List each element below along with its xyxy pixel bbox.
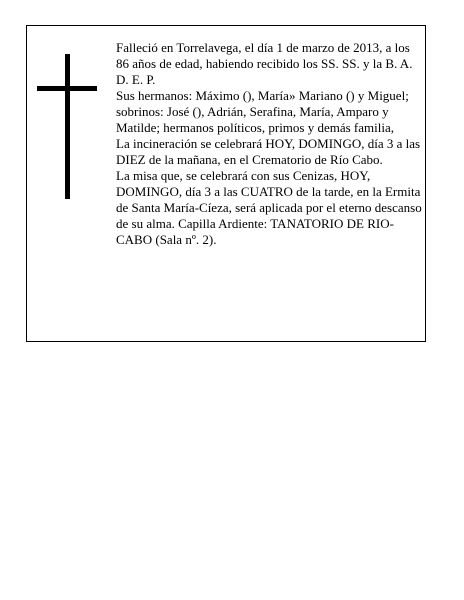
- death-announcement: Falleció en Torrelavega, el día 1 de marzo de 2013, a los 86 años de edad, habiendo recibido los SS. SS. y la B. A.: [116, 40, 413, 71]
- cross-icon: [37, 54, 97, 199]
- cross-horizontal-bar: [37, 86, 97, 91]
- notice-text: [116, 40, 424, 248]
- rest-in-peace: D. E. P.: [116, 72, 156, 87]
- cross-vertical-bar: [65, 54, 70, 199]
- family-list: Sus hermanos: Máximo (), María» Mariano () y Miguel; sobrinos: José (), Adrián, Serafina, María, Amparo y Matilde; hermanos políticos, primos y demás familia,: [116, 88, 409, 135]
- cremation-info: La incineración se celebrará HOY, DOMINGO, día 3 a las DIEZ de la mañana, en el Crematorio de Río Cabo.: [116, 136, 421, 167]
- obituary-notice: [26, 25, 426, 342]
- mass-info: La misa que, se celebrará con sus Cenizas, HOY, DOMINGO, día 3 a las CUATRO de la tarde, en la Ermita de Santa María-Cíeza, será aplicada por el eterno descanso de su alma. Capilla Ardiente: TANATORIO DE RIO-CABO (Sala nº. 2).: [116, 168, 422, 247]
